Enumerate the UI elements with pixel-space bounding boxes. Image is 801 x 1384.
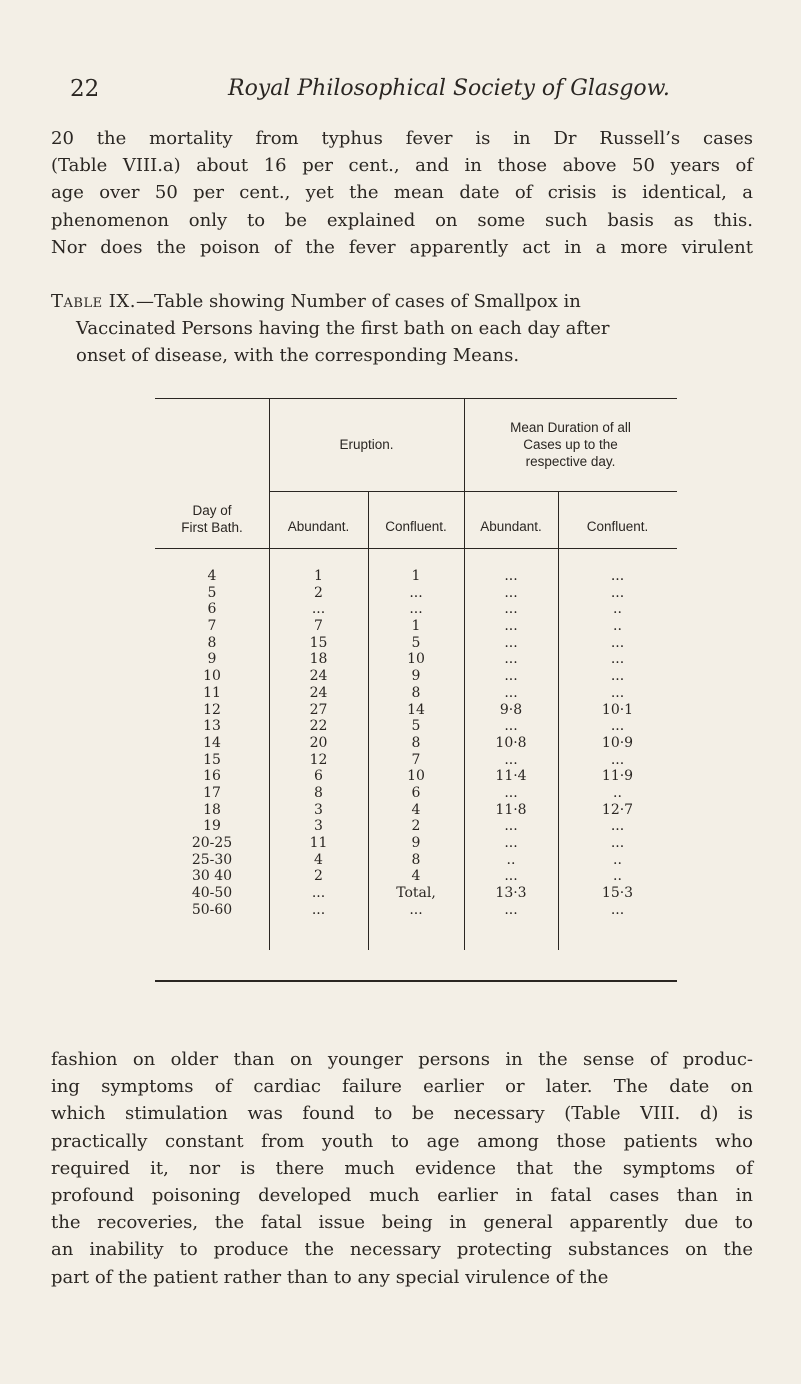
cell-mean-abundant: ... (504, 784, 518, 801)
table-row (155, 785, 677, 802)
cell-abundant: 27 (309, 701, 328, 718)
table-row (155, 802, 677, 819)
cell-abundant: 6 (314, 768, 323, 785)
header-confluent-eruption: Confluent. (385, 519, 447, 534)
cell-mean-confluent: ... (610, 684, 625, 701)
header-abundant-eruption: Abundant. (287, 519, 350, 534)
cell-mean-confluent: ... (610, 818, 625, 835)
cell-day: 10 (203, 668, 221, 685)
cell-abundant: 24 (309, 684, 328, 701)
cell-day: 15 (203, 751, 221, 768)
smallpox-table (155, 398, 677, 1004)
text-line: required it, nor is there much evidence that the symptoms of (51, 1157, 753, 1179)
cell-abundant: 3 (314, 818, 323, 835)
table-row (155, 752, 677, 769)
cell-abundant: 24 (309, 668, 328, 685)
cell-mean-confluent: .. (613, 601, 622, 618)
cell-abundant: ... (311, 901, 326, 918)
cell-abundant: 15 (309, 634, 328, 651)
cell-mean-confluent: .. (613, 618, 622, 635)
cell-day: 12 (203, 701, 221, 718)
cell-confluent: 7 (411, 751, 421, 768)
cell-abundant: 12 (309, 751, 328, 768)
text-line: which stimulation was found to be necessary (Table VIII. d) is (51, 1103, 753, 1125)
cell-mean-abundant: ... (504, 835, 518, 851)
header-text: First Bath. (181, 520, 243, 535)
cell-mean-abundant: ... (504, 751, 518, 768)
cell-mean-abundant: ... (504, 718, 518, 735)
table-row (155, 685, 677, 702)
header-mean-duration (464, 419, 677, 470)
cell-day: 5 (207, 584, 217, 601)
cell-day: 6 (207, 601, 217, 618)
table-row (155, 818, 677, 835)
paragraph-bottom (51, 1046, 753, 1291)
table-row (155, 601, 677, 618)
cell-day: 16 (203, 768, 221, 785)
cell-mean-confluent: ... (610, 634, 625, 651)
cell-confluent: 14 (407, 701, 425, 718)
table-row (155, 868, 677, 885)
cell-day: 50-60 (191, 901, 233, 918)
cell-confluent: ... (409, 901, 423, 918)
cell-confluent: 8 (411, 734, 421, 751)
cell-confluent: 5 (411, 634, 421, 651)
cell-mean-confluent: 10·9 (601, 734, 634, 751)
cell-day: 17 (203, 784, 221, 801)
text-line: practically constant from youth to age among those patients who (51, 1130, 753, 1152)
table-rule (464, 491, 677, 492)
cell-day: 4 (207, 568, 217, 584)
cell-mean-confluent: .. (613, 784, 622, 801)
cell-abundant: 20 (309, 734, 328, 751)
cell-confluent: 8 (411, 851, 421, 868)
cell-mean-confluent: ... (610, 718, 625, 735)
page-number: 22 (70, 76, 100, 102)
text-line: profound poisoning developed much earlier in fatal cases than in (51, 1184, 753, 1206)
page-header (0, 76, 801, 108)
cell-confluent: 1 (411, 618, 421, 635)
cell-confluent: 2 (411, 818, 421, 835)
cell-confluent: 9 (411, 835, 421, 851)
header-day-of-first-bath (155, 502, 269, 536)
cell-abundant: 2 (314, 584, 323, 601)
table-rule (269, 491, 464, 492)
cell-day: 18 (203, 801, 221, 818)
running-title: Royal Philosophical Society of Glasgow. (228, 76, 670, 101)
cell-mean-confluent: 12·7 (601, 801, 634, 818)
text-line: the recoveries, the fatal issue being in general apparently due to (51, 1212, 753, 1234)
cell-confluent: 10 (407, 768, 425, 785)
text-line: (Table VIII.a) about 16 per cent., and in those above 50 years of (51, 155, 753, 177)
cell-abundant: 1 (314, 568, 323, 584)
cell-mean-abundant: 10·8 (495, 734, 527, 751)
cell-mean-confluent: .. (613, 851, 622, 868)
cell-confluent: 6 (411, 784, 421, 801)
cell-day: 9 (207, 651, 217, 668)
header-eruption: Eruption. (339, 437, 394, 452)
table-row (155, 568, 677, 585)
header-text: respective day. (525, 454, 616, 469)
cell-mean-confluent: .. (613, 868, 622, 885)
cell-mean-abundant: .. (506, 851, 516, 868)
cell-mean-abundant: ... (504, 668, 518, 685)
cell-mean-abundant: ... (504, 634, 518, 651)
header-text: Mean Duration of all (510, 420, 631, 435)
caption-label: Table IX. (51, 291, 136, 312)
cell-confluent: Total, (396, 885, 436, 902)
table-row (155, 902, 677, 919)
cell-abundant: 2 (314, 868, 323, 885)
cell-abundant: 3 (314, 801, 323, 818)
paragraph-top (51, 125, 753, 261)
cell-confluent: 5 (411, 718, 421, 735)
table-row (155, 768, 677, 785)
table-row (155, 635, 677, 652)
cell-mean-abundant: ... (504, 868, 518, 885)
cell-mean-confluent: ... (610, 568, 625, 584)
table-rule (155, 548, 677, 549)
cell-mean-abundant: ... (504, 584, 518, 601)
cell-abundant: 4 (314, 851, 323, 868)
text-line: an inability to produce the necessary protecting substances on the (51, 1239, 753, 1261)
cell-mean-confluent: ... (610, 835, 625, 851)
cell-mean-confluent: ... (610, 751, 625, 768)
cell-day: 25-30 (191, 851, 233, 868)
cell-mean-abundant: ... (504, 684, 518, 701)
caption-line: Vaccinated Persons having the first bath on each day after (76, 318, 610, 340)
cell-mean-abundant: ... (504, 901, 518, 918)
table-row (155, 618, 677, 635)
cell-confluent: 8 (411, 684, 421, 701)
table-row (155, 585, 677, 602)
cell-day: 20-25 (191, 835, 233, 851)
cell-confluent: 4 (411, 801, 421, 818)
header-text: Cases up to the (523, 437, 618, 452)
cell-confluent: ... (409, 584, 423, 601)
table-body (155, 568, 677, 918)
cell-mean-confluent: 10·1 (601, 701, 634, 718)
cell-abundant: ... (311, 601, 326, 618)
table-rule (155, 398, 677, 399)
table-row (155, 735, 677, 752)
cell-day: 11 (203, 684, 221, 701)
cell-mean-confluent: ... (610, 901, 625, 918)
cell-day: 8 (207, 634, 217, 651)
cell-day: 19 (203, 818, 221, 835)
caption-text: —Table showing Number of cases of Smallpox in (135, 291, 581, 312)
text-line: age over 50 per cent., yet the mean date of crisis is identical, a (51, 182, 753, 204)
cell-mean-abundant: 9·8 (499, 701, 523, 718)
cell-abundant: 7 (314, 618, 323, 635)
cell-mean-confluent: ... (610, 651, 625, 668)
cell-mean-abundant: ... (504, 818, 518, 835)
cell-mean-abundant: 13·3 (495, 885, 527, 902)
table-row (155, 668, 677, 685)
cell-confluent: 4 (411, 868, 421, 885)
cell-mean-abundant: ... (504, 601, 518, 618)
cell-confluent: 9 (411, 668, 421, 685)
header-confluent-mean: Confluent. (586, 519, 649, 534)
caption-line (51, 288, 756, 315)
cell-abundant: 11 (309, 835, 328, 851)
cell-mean-confluent: 15·3 (601, 885, 634, 902)
cell-mean-confluent: 11·9 (601, 768, 634, 785)
text-line: fashion on older than on younger persons in the sense of produc- (51, 1049, 753, 1070)
cell-mean-abundant: ... (504, 618, 518, 635)
table-row (155, 702, 677, 719)
cell-day: 13 (203, 718, 221, 735)
cell-mean-abundant: 11·8 (495, 801, 527, 818)
cell-abundant: 22 (309, 718, 328, 735)
cell-mean-confluent: ... (610, 584, 625, 601)
cell-confluent: 1 (411, 568, 421, 584)
cell-mean-confluent: ... (610, 668, 625, 685)
cell-abundant: 18 (309, 651, 328, 668)
table-row (155, 651, 677, 668)
cell-abundant: 8 (314, 784, 323, 801)
cell-confluent: ... (409, 601, 423, 618)
table-row (155, 835, 677, 852)
text-line: Nor does the poison of the fever apparently act in a more virulent (51, 236, 753, 258)
text-line: phenomenon only to be explained on some such basis as this. (51, 209, 753, 231)
cell-mean-abundant: 11·4 (495, 768, 527, 785)
cell-day: 7 (207, 618, 217, 635)
text-line: 20 the mortality from typhus fever is in Dr Russell’s cases (51, 128, 753, 149)
table-row (155, 718, 677, 735)
table-caption (51, 288, 756, 370)
cell-day: 14 (203, 734, 221, 751)
text-line: part of the patient rather than to any special virulence of the (51, 1266, 609, 1288)
header-abundant-mean: Abundant. (480, 519, 542, 534)
text-line: ing symptoms of cardiac failure earlier or later. The date on (51, 1076, 753, 1098)
cell-day: 30 40 (191, 868, 233, 885)
caption-line: onset of disease, with the corresponding Means. (76, 345, 520, 367)
cell-mean-abundant: ... (504, 568, 518, 584)
cell-day: 40-50 (191, 885, 233, 902)
header-text: Day of (192, 503, 232, 518)
cell-confluent: 10 (407, 651, 425, 668)
table-row (155, 852, 677, 869)
table-row (155, 885, 677, 902)
cell-abundant: ... (311, 885, 326, 902)
table-rule (155, 980, 677, 982)
cell-mean-abundant: ... (504, 651, 518, 668)
